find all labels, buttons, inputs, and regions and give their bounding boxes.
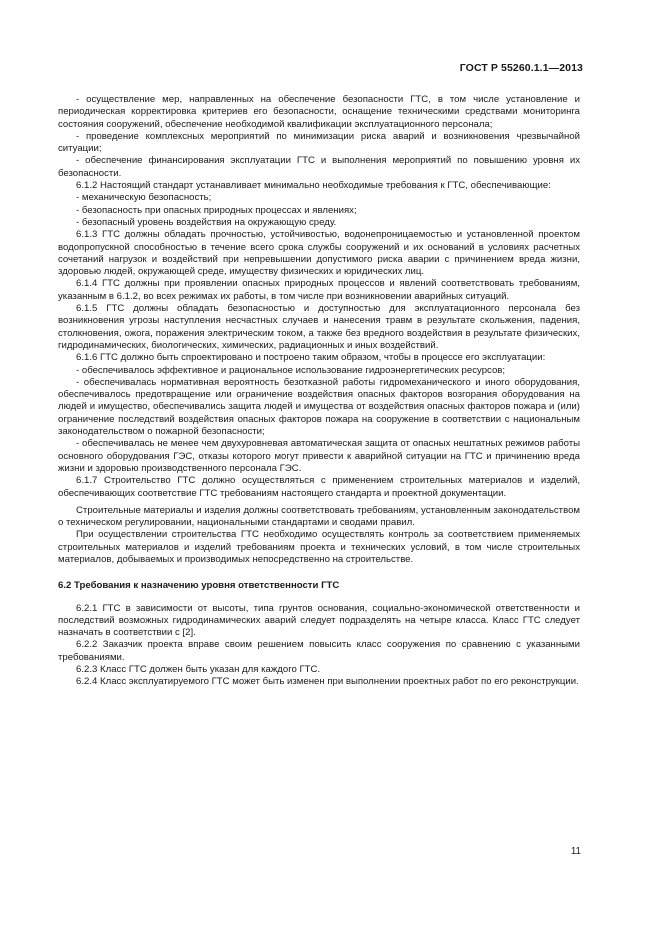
clause-6-1-7: 6.1.7 Строительство ГТС должно осуществляться с применением строительных материалов и изделий, обеспечивающих соответствие ГТС требованиям настоящего стандарта и проектной документации.	[58, 475, 580, 499]
document-body	[58, 94, 580, 689]
clause-6-2-1: 6.2.1 ГТС в зависимости от высоты, типа грунтов основания, социально-экономической ответственности и последствий возможных гидродинамических аварий следует подразделять на четыре класса. Класс ГТС следует назначать в соответствии с [2].	[58, 602, 580, 639]
document-code-header: ГОСТ Р 55260.1.1—2013	[459, 62, 583, 74]
list-item: - обеспечивалось эффективное и рациональное использование гидроэнергетических ресурсов;	[76, 364, 506, 376]
clause-6-1-3: 6.1.3 ГТС должны обладать прочностью, устойчивостью, водонепроницаемостью и установленной проектом водопропускной способностью в течение всего срока службы сооружений и их оснований в условиях расчетных сочетаний нагрузок и воздействий при непревышении допустимого риска аварии с причинением вреда жизни, здоровью людей, окружающей среде, имуществу физических и юридических лиц.	[58, 229, 580, 278]
clause-6-2-3: 6.2.3 Класс ГТС должен быть указан для каждого ГТС.	[76, 664, 321, 676]
clause-6-1-4: 6.1.4 ГТС должны при проявлении опасных природных процессов и явлений соответствовать требованиям, указанным в 6.1.2, во всех режимах их работы, в том числе при возникновении аварийных ситуаций.	[58, 278, 580, 302]
list-item: - обеспечивалась нормативная вероятность безотказной работы гидромеханического и иного оборудования, обеспечивалось предотвращение или ограничение воздействия опасных факторов возгорания оборудования на людей и имущество, обеспечивались защита людей и имущества от воздействия опасных факторов пожара и (или) ограничение последствий воздействия опасных факторов пожара на сооружение в соответствии с национальным законодательством о пожарной безопасности;	[58, 376, 580, 438]
list-item: - механическую безопасность;	[76, 192, 212, 204]
clause-6-1-2: 6.1.2 Настоящий стандарт устанавливает минимально необходимые требования к ГТС, обеспечивающие:	[76, 180, 551, 192]
list-item: - обеспечение финансирования эксплуатации ГТС и выполнения мероприятий по повышению уровня их безопасности.	[58, 155, 580, 179]
paragraph: Строительные материалы и изделия должны соответствовать требованиям, установленным законодательством о техническом регулировании, национальными стандартами и сводами правил.	[58, 504, 580, 529]
list-item: - безопасность при опасных природных процессах и явлениях;	[76, 204, 357, 216]
page-number: 11	[570, 846, 581, 857]
list-item: - осуществление мер, направленных на обеспечение безопасности ГТС, в том числе установление и периодическая корректировка критериев его безопасности, оснащение техническими средствами мониторинга состояния сооружений, обеспечение необходимой квалификации эксплуатационного персонала;	[58, 94, 580, 130]
clause-6-1-5: 6.1.5 ГТС должны обладать безопасностью и доступностью для эксплуатационного персонала без возникновения угрозы наступления несчастных случаев и нанесения травм в результате скольжения, падения, столкновения, ожога, поражения электрическим током, а также без вредного воздействия в результате физических, гидродинамических, биологических, химических, радиационных и иных воздействий.	[58, 303, 580, 351]
list-item: - проведение комплексных мероприятий по минимизации риска аварий и возникновения чрезвычайной ситуации;	[58, 130, 580, 155]
paragraph: При осуществлении строительства ГТС необходимо осуществлять контроль за соответствием применяемых строительных материалов и изделий требованиям проекта и технических условий, в том числе строительных материалов, добываемых и производимых непосредственно на строительстве.	[58, 529, 580, 565]
list-item: - обеспечивалась не менее чем двухуровневая автоматическая защита от опасных нештатных режимов работы основного оборудования ГЭС, отказы которого могут привести к аварийной ситуации на ГТС и причинению вреда жизни и здоровью производственного персонала ГЭС.	[58, 438, 580, 474]
section-heading-6-2: 6.2 Требования к назначению уровня ответственности ГТС	[58, 580, 340, 592]
clause-6-1-6: 6.1.6 ГТС должно быть спроектировано и построено таким образом, чтобы в процессе его эксплуатации:	[76, 352, 546, 364]
list-item: - безопасный уровень воздействия на окружающую среду.	[76, 216, 337, 228]
clause-6-2-4: 6.2.4 Класс эксплуатируемого ГТС может быть изменен при выполнении проектных работ по его реконструкции.	[76, 676, 579, 688]
clause-6-2-2: 6.2.2 Заказчик проекта вправе своим решением повысить класс сооружения по сравнению с указанными требованиями.	[58, 639, 580, 663]
